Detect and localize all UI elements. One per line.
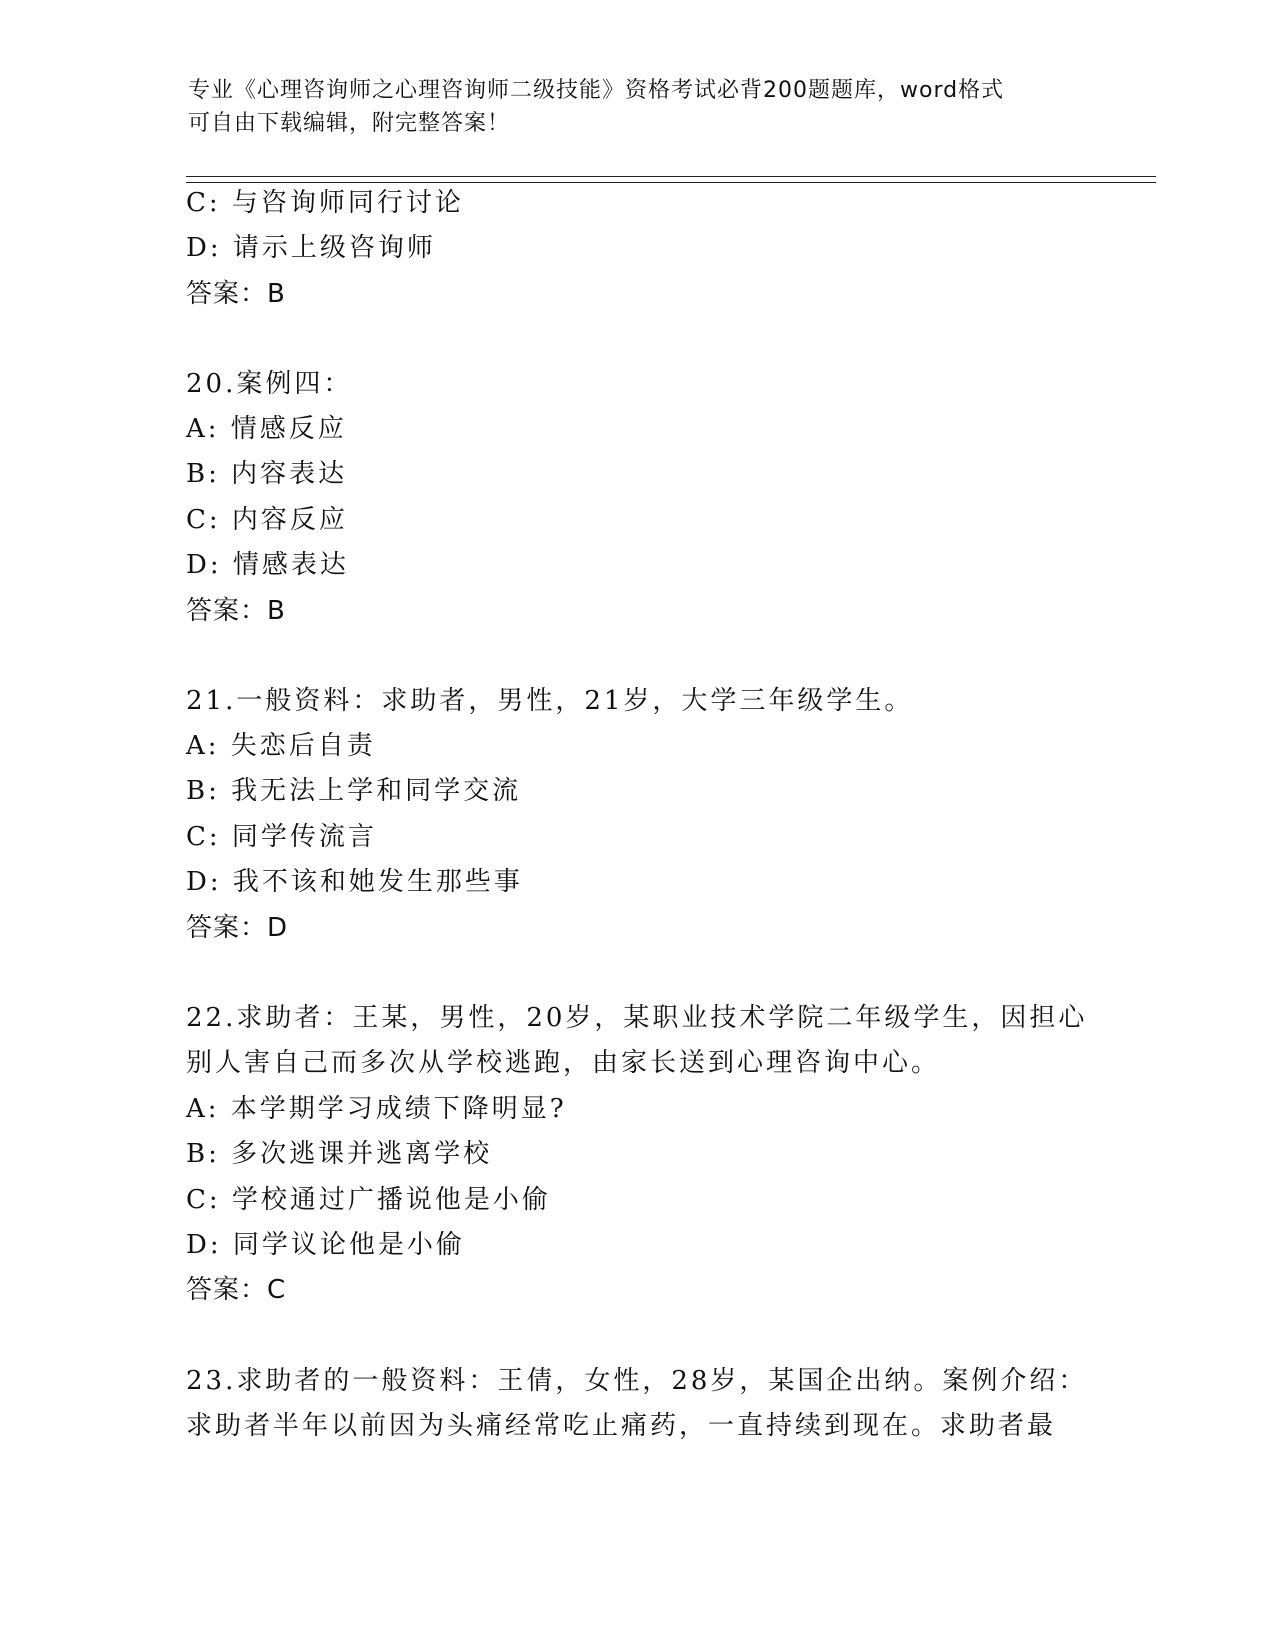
header-rule-bottom — [186, 182, 1156, 183]
q20-answer: 答案：B — [186, 596, 286, 626]
option-d: D: 请示上级咨询师 — [186, 233, 436, 263]
header-line-1: 专业《心理咨询师之心理咨询师二级技能》资格考试必背200题题库，word格式 — [188, 78, 1005, 103]
q22-option-a: A: 本学期学习成绩下降明显? — [186, 1094, 567, 1124]
q21-option-c: C: 同学传流言 — [186, 822, 377, 852]
q22-option-b: B: 多次逃课并逃离学校 — [186, 1139, 493, 1169]
q21-option-b: B: 我无法上学和同学交流 — [186, 776, 522, 806]
q20-option-d: D: 情感表达 — [186, 550, 349, 580]
question-21: 21.一般资料：求助者，男性，21岁，大学三年级学生。 — [186, 686, 914, 716]
q22-option-d: D: 同学议论他是小偷 — [186, 1230, 465, 1260]
question-23-line-1: 23.求助者的一般资料：王倩，女性，28岁，某国企出纳。案例介绍： — [186, 1366, 1088, 1396]
q21-option-a: A: 失恋后自责 — [186, 731, 376, 761]
q20-option-b: B: 内容表达 — [186, 459, 348, 489]
answer: 答案：B — [186, 279, 286, 309]
q20-option-a: A: 情感反应 — [186, 414, 347, 444]
header-line-2: 可自由下载编辑，附完整答案！ — [188, 111, 511, 136]
q20-option-c: C: 内容反应 — [186, 505, 348, 535]
header-rule-top — [186, 176, 1156, 177]
option-c: C: 与咨询师同行讨论 — [186, 188, 464, 218]
q21-answer: 答案：D — [186, 913, 289, 943]
q21-option-d: D: 我不该和她发生那些事 — [186, 867, 523, 897]
q22-answer: 答案：C — [186, 1275, 287, 1305]
page-header — [188, 74, 1068, 140]
question-20: 20.案例四： — [186, 369, 353, 399]
question-22-line-1: 22.求助者：王某，男性，20岁，某职业技术学院二年级学生，因担心 — [186, 1003, 1088, 1033]
question-23-line-2: 求助者半年以前因为头痛经常吃止痛药，一直持续到现在。求助者最 — [186, 1411, 1057, 1441]
question-22-line-2: 别人害自己而多次从学校逃跑，由家长送到心理咨询中心。 — [186, 1048, 941, 1078]
q22-option-c: C: 学校通过广播说他是小偷 — [186, 1185, 551, 1215]
